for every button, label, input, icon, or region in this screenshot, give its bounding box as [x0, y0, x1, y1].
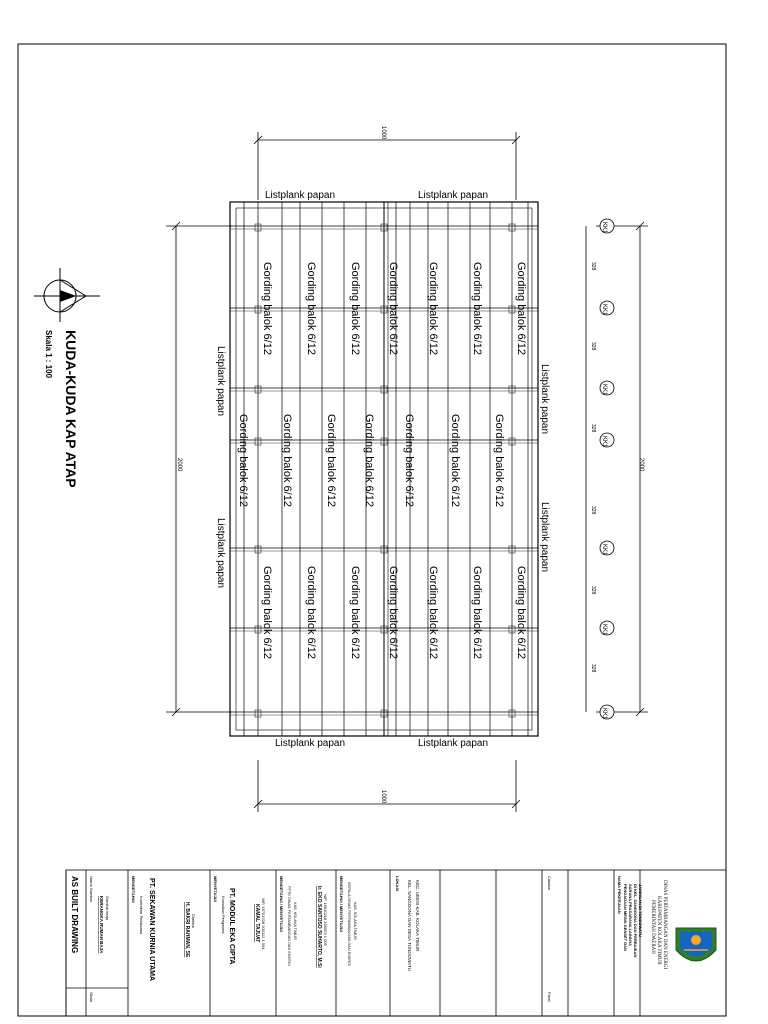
kk1-marker — [600, 219, 614, 234]
tb-col4-subrole2: KAB. KOLAKA TIMUR — [293, 902, 297, 940]
kk1-marker — [600, 381, 614, 396]
regency-emblem-icon — [676, 928, 716, 961]
tb-lokasi-label: LOKASI — [395, 876, 400, 892]
tb-paraf-label: Paraf — [547, 992, 552, 1002]
tb-skala-label: Skala — [89, 992, 94, 1003]
gording-label: Gording balok 6/12 — [403, 414, 415, 507]
gording-label: Gording balok 6/12 — [387, 262, 399, 355]
listplank-label-left-upper: Listplank papan — [215, 346, 226, 417]
gording-label: Gording balok 6/12 — [515, 262, 527, 355]
kk1-marker — [600, 433, 614, 448]
spacing-label: 328 — [590, 424, 596, 433]
listplank-label-right-upper: Listplank papan — [539, 364, 550, 435]
tb-nama-gambar-sub: Gambar kerja — [105, 896, 110, 921]
tb-pekerjaan-line3: DI KEL. SANGGONA DAN PERBAIKAN — [633, 884, 638, 958]
gording-label: Gording balok 6/12 — [349, 566, 361, 659]
tb-col2-role: MENGETAHUI — [131, 876, 136, 903]
gording-label: Gording balok 6/12 — [471, 262, 483, 355]
tb-col2-signer-title: Direktur — [191, 914, 196, 929]
gording-label: Gording balok 6/12 — [237, 414, 249, 507]
spacing-label: 328 — [590, 262, 596, 271]
tb-col2-company: PT. SEKAWAN KURNIA UTAMA — [148, 878, 155, 982]
tb-pekerjaan-line2: SARANA PRASARANA LAINNYA — [628, 884, 633, 947]
dimension-bottom-label: 1000 — [380, 790, 386, 804]
tb-nama-gambar-label: Nama Gambar — [89, 876, 94, 903]
drawing-title: KUDA-KUDA KAP ATAP — [63, 330, 79, 488]
listplank-label-right-lower: Listplank papan — [539, 502, 550, 573]
listplank-label-left-lower: Listplank papan — [215, 518, 226, 589]
gording-label: Gording balok 6/12 — [305, 566, 317, 659]
tb-inst-line2: KABUPATEN KOLAKA TIMUR — [656, 896, 661, 965]
kk1-label: KK1 — [601, 708, 607, 720]
tb-pekerjaan-line4: JARINGAN DI TONDOWATU — [638, 884, 643, 937]
kk-markers — [600, 219, 614, 720]
dimension-top-label: 1000 — [380, 126, 386, 140]
dimension-bottom — [254, 760, 520, 812]
gording-label: Gording balok 6/12 — [427, 262, 439, 355]
tb-col2-subrole: Kontraktor Pelaksana — [139, 896, 144, 935]
roof-frame — [230, 202, 538, 736]
kk1-label: KK1 — [601, 624, 607, 636]
listplank-label-top-left: Listplank papan — [265, 190, 336, 201]
spacing-label: 328 — [590, 506, 596, 515]
tb-inst-line3: DINAS PERTAMBANGAN DAN ENERGI — [662, 880, 667, 970]
north-arrow-icon — [34, 268, 100, 322]
gording-label: Gording balok 6/12 — [305, 262, 317, 355]
gording-label: Gording balok 6/12 — [325, 414, 337, 507]
spacing-label: 328 — [590, 664, 596, 673]
gording-label: Gording balok 6/12 — [427, 566, 439, 659]
kk1-marker — [600, 301, 614, 316]
gording-label: Gording balok 6/12 — [493, 414, 505, 507]
tb-col3-signer: KAMAL TAJUAT — [254, 904, 260, 943]
tb-lokasi-line2: KEC. UEESI KAB. KOLAKA TIMUR — [415, 880, 420, 952]
tb-col4-signer-nip: NIP. 19610218 199003 1 009 — [323, 894, 328, 946]
dimension-left-label: 2000 — [176, 458, 182, 472]
gording-label: Gording balok 6/12 — [261, 262, 273, 355]
tb-col2-signer: H. BAKRI RAHMAN, SE — [184, 902, 190, 958]
tb-col3-company: PT. MODUL EKA CIPTA — [228, 888, 235, 965]
tb-col3-role: MENYETUJUI — [213, 876, 218, 902]
gording-label: Gording balok 6/12 — [349, 262, 361, 355]
tb-inst-line1: PEMERINTAH DAERAH — [650, 900, 655, 954]
gording-labels — [237, 262, 527, 659]
kk1-label: KK1 — [601, 436, 607, 448]
listplank-label-bottom-left: Listplank papan — [275, 738, 346, 749]
tb-col5-subrole: KEPALA DINAS PERTAMBANGAN DAN ENERGI — [347, 882, 351, 967]
tb-col4-signer: Ir. EKO SANTOSO SUHARTO, M.Si — [316, 886, 322, 968]
listplank-label-top-right: Listplank papan — [418, 190, 489, 201]
tb-col3-subrole: Konsultan Pengawas — [221, 896, 226, 934]
gording-label: Gording balok 6/12 — [387, 566, 399, 659]
spacing-label: 328 — [590, 342, 596, 351]
gording-label: Gording balok 6/12 — [363, 414, 375, 507]
tb-col5-role: MENGETAHUI / MENYETUJUI — [339, 876, 344, 932]
kk1-label: KK1 — [601, 304, 607, 316]
kk1-marker — [600, 541, 614, 556]
gording-label: Gording balok 6/12 — [515, 566, 527, 659]
gording-label: Gording balok 6/12 — [449, 414, 461, 507]
kk1-marker — [600, 621, 614, 636]
kk1-label: KK1 — [601, 222, 607, 234]
tb-col4-role: MENGETAHUI / MENYETUJUI — [279, 876, 284, 932]
kk1-label: KK1 — [601, 384, 607, 396]
gording-label: Gording balok 6/12 — [281, 414, 293, 507]
tb-nama-gambar-value: KERANGKA RUMAH BAJA — [99, 896, 104, 954]
tb-pekerjaan-label: NAMA PEKERJAAN — [617, 876, 622, 914]
gording-label: Gording balok 6/12 — [471, 566, 483, 659]
tb-pekerjaan-line1: PENGADAAN MESIN GENSET DAN — [623, 884, 628, 951]
tb-col5-subrole2: KAB. KOLAKA TIMUR — [353, 902, 357, 940]
kk1-marker — [600, 705, 614, 720]
gording-label: Gording balok 6/12 — [261, 566, 273, 659]
listplank-label-bottom-right: Listplank papan — [418, 738, 489, 749]
dimension-right-label: 2000 — [638, 458, 644, 472]
tb-lokasi-line1: KEL. SANGGONA DAN DESA TONDOWATU — [407, 880, 412, 971]
tb-as-built-title: AS BUILT DRAWING — [70, 876, 79, 954]
spacing-label: 328 — [590, 586, 596, 595]
drawing-scale: Skala 1 : 100 — [44, 330, 53, 379]
dimension-left — [166, 222, 232, 716]
tb-catatan-label: Catatan — [547, 876, 552, 891]
kk1-label: KK1 — [601, 544, 607, 556]
tb-col3-signer-nip: NIP. 19701228 200112 1 004 — [261, 898, 266, 950]
tb-col4-subrole: PPTK DINAS PERTAMBANGAN DAN ENERGI — [287, 886, 291, 966]
